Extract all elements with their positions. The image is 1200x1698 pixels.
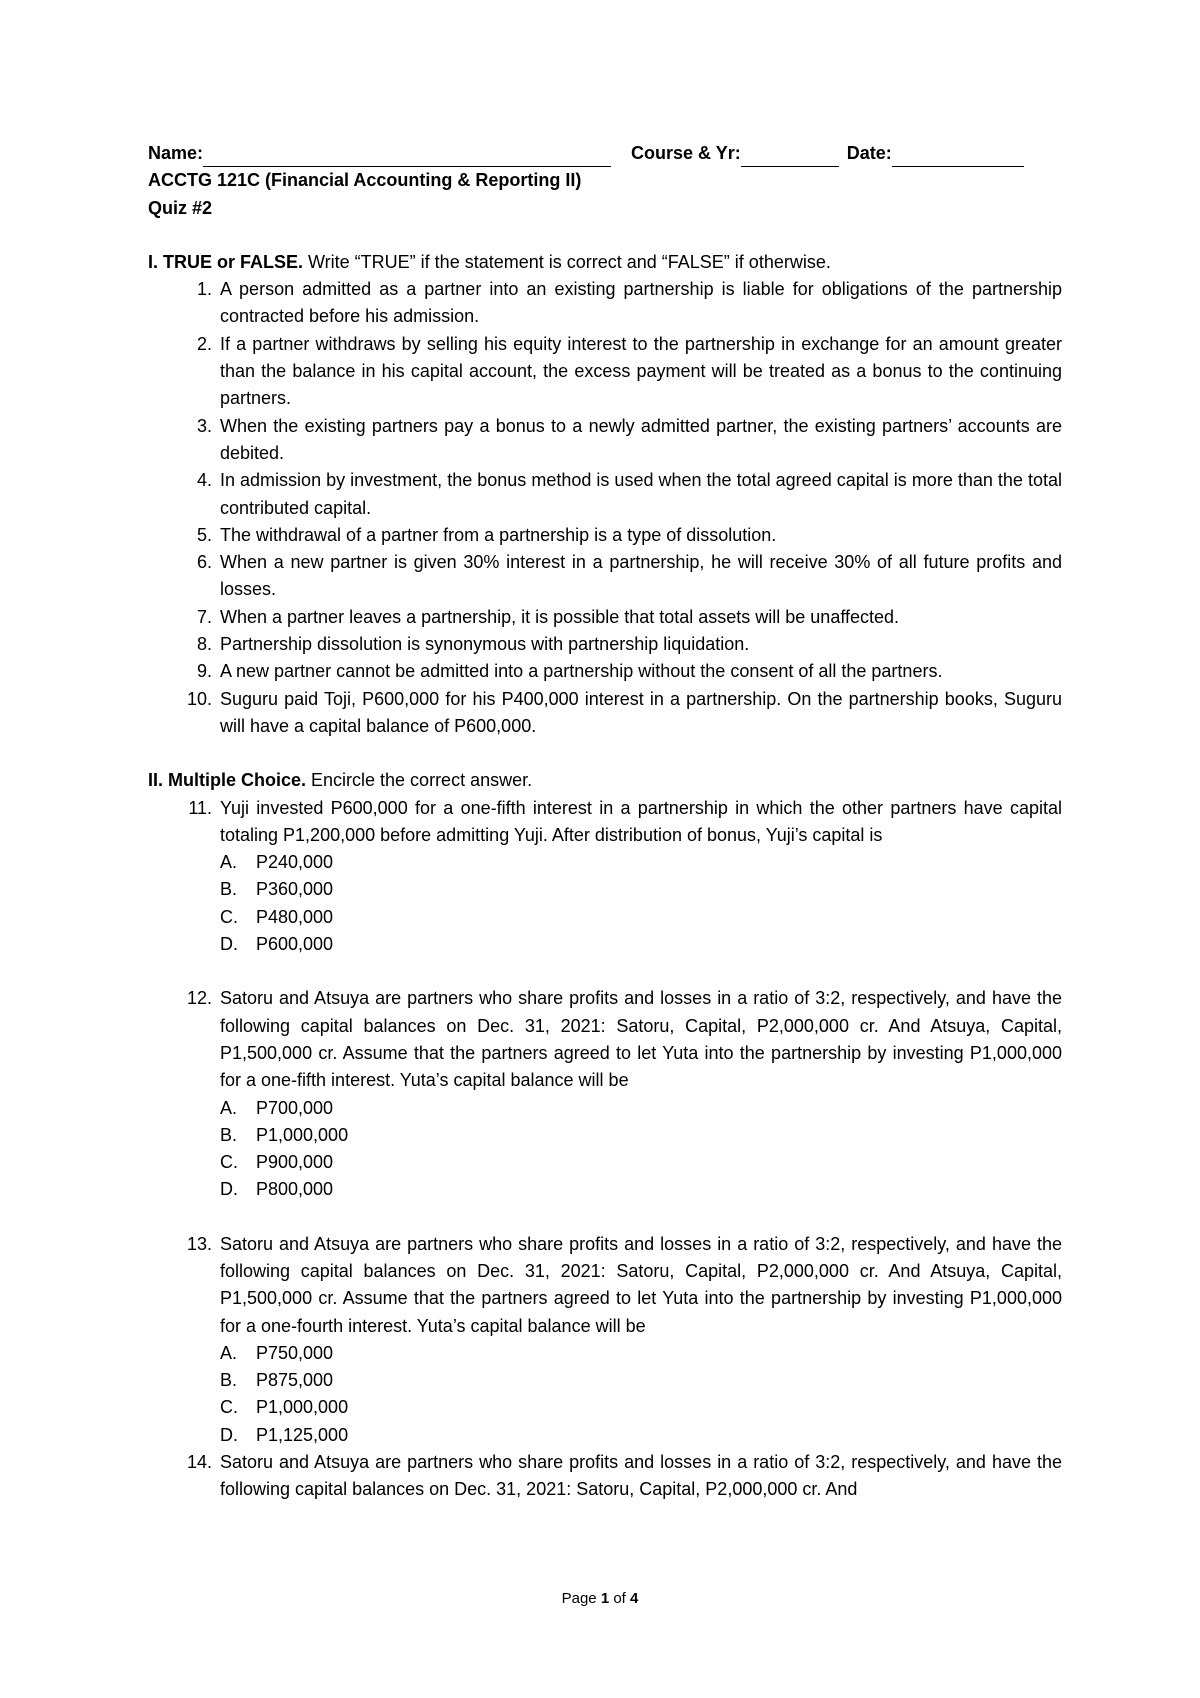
option[interactable]: D. P1,125,000	[220, 1424, 349, 1445]
question-item: 7. When a partner leaves a partnership, it is possible that total assets will be unaffected.	[196, 606, 900, 627]
section-1-instruction: Write “TRUE” if the statement is correct and “FALSE” if otherwise.	[303, 251, 831, 272]
page-word: Page	[561, 1590, 597, 1607]
date-label: Date:	[846, 143, 892, 163]
option[interactable]: C. P480,000	[220, 906, 334, 927]
options-list	[220, 1340, 1062, 1449]
quiz-title: Quiz #2	[148, 197, 213, 218]
question-item: 8. Partnership dissolution is synonymous with partnership liquidation.	[196, 634, 750, 655]
section-1-heading: I. TRUE or FALSE.	[148, 251, 304, 272]
quiz-page	[148, 140, 1062, 1504]
question-item: 5. The withdrawal of a partner from a partnership is a type of dissolution.	[196, 524, 777, 545]
section-2-heading-line	[148, 767, 1062, 794]
question-item: 12. Satoru and Atsuya are partners who share profits and losses in a ratio of 3:2, respectively, and have the following capital balances on Dec. 31, 2021: Satoru, Capital, P2,000,000 cr. And Atsuya, Capital, P1,500,000 cr. Assume that the partners agreed to let Yuta into the partnership by investing P1,000,000 for a one-fifth interest. Yuta’s capital balance will be A. P700,000 B. P1,000,000 C. P900,000 D. P800,000	[148, 985, 1062, 1230]
option[interactable]: A. P700,000	[220, 1097, 334, 1118]
question-item: 3. When the existing partners pay a bonus to a newly admitted partner, the existing partners’ accounts are debited.	[196, 415, 1062, 463]
options-list	[220, 849, 1062, 958]
name-label: Name:	[148, 143, 204, 163]
section-2-heading: II. Multiple Choice.	[148, 770, 307, 791]
course-blank	[741, 146, 839, 167]
course-title: ACCTG 121C (Financial Accounting & Reporting II)	[148, 170, 582, 191]
of-word: of	[613, 1590, 626, 1607]
page-number: 1	[600, 1590, 610, 1607]
section-1-heading-line	[148, 249, 1062, 276]
option[interactable]: D. P600,000	[220, 934, 334, 955]
question-item: 13. Satoru and Atsuya are partners who share profits and losses in a ratio of 3:2, respectively, and have the following capital balances on Dec. 31, 2021: Satoru, Capital, P2,000,000 cr. And Atsuya, Capital, P1,500,000 cr. Assume that the partners agreed to let Yuta into the partnership by investing P1,000,000 for a one-fourth interest. Yuta’s capital balance will be A. P750,000 B. P875,000 C. P1,000,000 D. P1,125,000	[148, 1231, 1062, 1449]
option[interactable]: B. P1,000,000	[220, 1124, 349, 1145]
option[interactable]: D. P800,000	[220, 1179, 334, 1200]
options-list	[220, 1095, 1062, 1204]
name-blank	[203, 146, 611, 167]
date-blank	[892, 146, 1024, 167]
option[interactable]: B. P875,000	[220, 1370, 334, 1391]
question-item: 9. A new partner cannot be admitted into a partnership without the consent of all the partners.	[196, 661, 943, 682]
question-item: 4. In admission by investment, the bonus method is used when the total agreed capital is more than the total contributed capital.	[196, 470, 1062, 518]
question-item: 1. A person admitted as a partner into an existing partnership is liable for obligations of the partnership contracted before his admission.	[196, 279, 1062, 327]
true-false-list	[148, 276, 1062, 740]
question-item: 11. Yuji invested P600,000 for a one-fifth interest in a partnership in which the other partners have capital totaling P1,200,000 before admitting Yuji. After distribution of bonus, Yuji’s capital is A. P240,000 B. P360,000 C. P480,000 D. P600,000	[148, 795, 1062, 986]
option[interactable]: C. P1,000,000	[220, 1397, 349, 1418]
question-item: 10. Suguru paid Toji, P600,000 for his P400,000 interest in a partnership. On the partnership books, Suguru will have a capital balance of P600,000.	[186, 688, 1062, 736]
section-2-instruction: Encircle the correct answer.	[306, 770, 533, 791]
multiple-choice-list	[148, 795, 1062, 1504]
page-total: 4	[630, 1590, 639, 1607]
student-info-line	[148, 140, 1062, 167]
option[interactable]: A. P750,000	[220, 1342, 334, 1363]
page-footer	[0, 1590, 1200, 1607]
option[interactable]: C. P900,000	[220, 1152, 334, 1173]
question-item: 6. When a new partner is given 30% interest in a partnership, he will receive 30% of all future profits and losses.	[196, 552, 1062, 600]
course-label: Course & Yr:	[631, 143, 741, 163]
option[interactable]: B. P360,000	[220, 879, 334, 900]
question-item: 2. If a partner withdraws by selling his equity interest to the partnership in exchange for an amount greater than the balance in his capital account, the excess payment will be treated as a bonus to the continuing partners.	[196, 333, 1062, 409]
question-item: 14. Satoru and Atsuya are partners who share profits and losses in a ratio of 3:2, respectively, and have the following capital balances on Dec. 31, 2021: Satoru, Capital, P2,000,000 cr. And	[186, 1452, 1062, 1500]
option[interactable]: A. P240,000	[220, 852, 334, 873]
